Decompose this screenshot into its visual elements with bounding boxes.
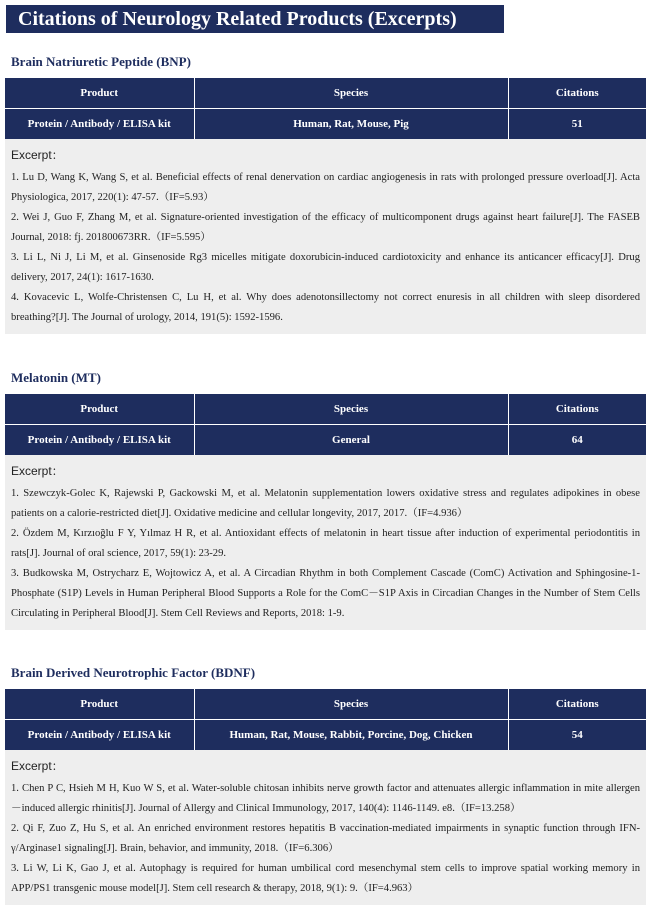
citations-cell: 54 (571, 729, 583, 741)
product-table (5, 78, 646, 139)
reference-item: 3. Li W, Li K, Gao J, et al. Autophagy is required for human umbilical cord mesenchymal stem cells to improve spatial working memory in APP/PS1 transgenic mouse model[J]. Stem cell research & therapy, 2018, 9(1): 9.（IF=4.963） (11, 863, 640, 894)
product-cell: Protein / Antibody / ELISA kit (5, 425, 194, 456)
table-header-row (5, 78, 646, 109)
column-header-citations: Citations (508, 394, 646, 425)
table-row (5, 720, 646, 751)
species-cell: Human, Rat, Mouse, Rabbit, Porcine, Dog, Chicken (194, 720, 508, 751)
excerpt-box (5, 455, 646, 630)
table-row (5, 425, 646, 456)
column-header-product: Product (5, 394, 194, 425)
reference-item: 1. Szewczyk-Golec K, Rajewski P, Gackowski M, et al. Melatonin supplementation lowers oxidative stress and regulates adipokines in obese patients on a calorie-restricted diet[J]. Oxidative medicine and cellular longevity, 2017, 2017.（IF=4.936） (11, 488, 640, 519)
reference-item: 4. Kovacevic L, Wolfe-Christensen C, Lu H, et al. Why does adenotonsillectomy not correct enuresis in all children with sleep disordered breathing?[J]. The Journal of urology, 2014, 191(5): 1592-1596. (11, 292, 640, 323)
column-header-species: Species (194, 689, 508, 720)
table-header-row (5, 394, 646, 425)
page-title: Citations of Neurology Related Products (Excerpts) (6, 5, 504, 33)
column-header-citations: Citations (508, 78, 646, 109)
column-header-species: Species (194, 394, 508, 425)
reference-item: 1. Chen P C, Hsieh M H, Kuo W S, et al. Water-soluble chitosan inhibits nerve growth factor and attenuates allergic inflammation in mite allergen－induced allergic rhinitis[J]. Journal of Allergy and Clinical Immunology, 2017, 140(4): 1146-1149. e8.（IF=13.258） (11, 783, 640, 814)
excerpt-box (5, 139, 646, 334)
reference-item: 2. Qi F, Zuo Z, Hu S, et al. An enriched environment restores hepatitis B vaccination-mediated impairments in synaptic function through IFN-γ/Arginase1 signaling[J]. Brain, behavior, and immunity, 2018.（IF=6.306） (11, 823, 640, 854)
section-melatonin (5, 369, 646, 630)
reference-item: 3. Li L, Ni J, Li M, et al. Ginsenoside Rg3 micelles mitigate doxorubicin-induced cardiotoxicity and enhance its anticancer efficacy[J]. Drug delivery, 2017, 24(1): 1617-1630. (11, 252, 640, 283)
species-cell: General (194, 425, 508, 456)
excerpt-label: Excerpt： (11, 759, 64, 773)
reference-item: 2. Wei J, Guo F, Zhang M, et al. Signature-oriented investigation of the efficacy of multicomponent drugs against heart failure[J]. The FASEB Journal, 2018: fj. 201800673RR.（IF=5.595） (11, 212, 640, 243)
column-header-product: Product (5, 78, 194, 109)
excerpt-label: Excerpt： (11, 148, 64, 162)
section-bdnf (5, 664, 646, 905)
product-table (5, 689, 646, 750)
section-title: Brain Derived Neurotrophic Factor (BDNF) (11, 665, 256, 680)
table-header-row (5, 689, 646, 720)
reference-item: 3. Budkowska M, Ostrycharz E, Wojtowicz A, et al. A Circadian Rhythm in both Complement Cascade (ComC) Activation and Sphingosine-1-Phosphate (S1P) Levels in Human Peripheral Blood Supports a Role for the ComC－S1P Axis in Circadian Changes in the Number of Stem Cells Circulating in Peripheral Blood[J]. Stem Cell Reviews and Reports, 2018: 1-9. (11, 568, 640, 619)
product-cell: Protein / Antibody / ELISA kit (5, 109, 194, 140)
section-title: Melatonin (MT) (11, 370, 101, 385)
citations-cell: 64 (571, 434, 583, 446)
product-cell: Protein / Antibody / ELISA kit (5, 720, 194, 751)
species-cell: Human, Rat, Mouse, Pig (194, 109, 508, 140)
citations-cell: 51 (571, 118, 583, 130)
reference-item: 1. Lu D, Wang K, Wang S, et al. Beneficial effects of renal denervation on cardiac angiogenesis in rats with prolonged pressure overload[J]. Acta Physiologica, 2017, 220(1): 47-57.（IF=5.93） (11, 172, 640, 203)
section-title: Brain Natriuretic Peptide (BNP) (11, 54, 191, 69)
product-table (5, 394, 646, 455)
section-bnp (5, 53, 646, 334)
table-row (5, 109, 646, 140)
excerpt-label: Excerpt： (11, 464, 64, 478)
excerpt-box (5, 750, 646, 905)
reference-item: 2. Özdem M, Kırzıoğlu F Y, Yılmaz H R, et al. Antioxidant effects of melatonin in heart tissue after induction of experimental periodontitis in rats[J]. Journal of oral science, 2017, 59(1): 23-29. (11, 528, 640, 559)
column-header-citations: Citations (508, 689, 646, 720)
column-header-species: Species (194, 78, 508, 109)
column-header-product: Product (5, 689, 194, 720)
